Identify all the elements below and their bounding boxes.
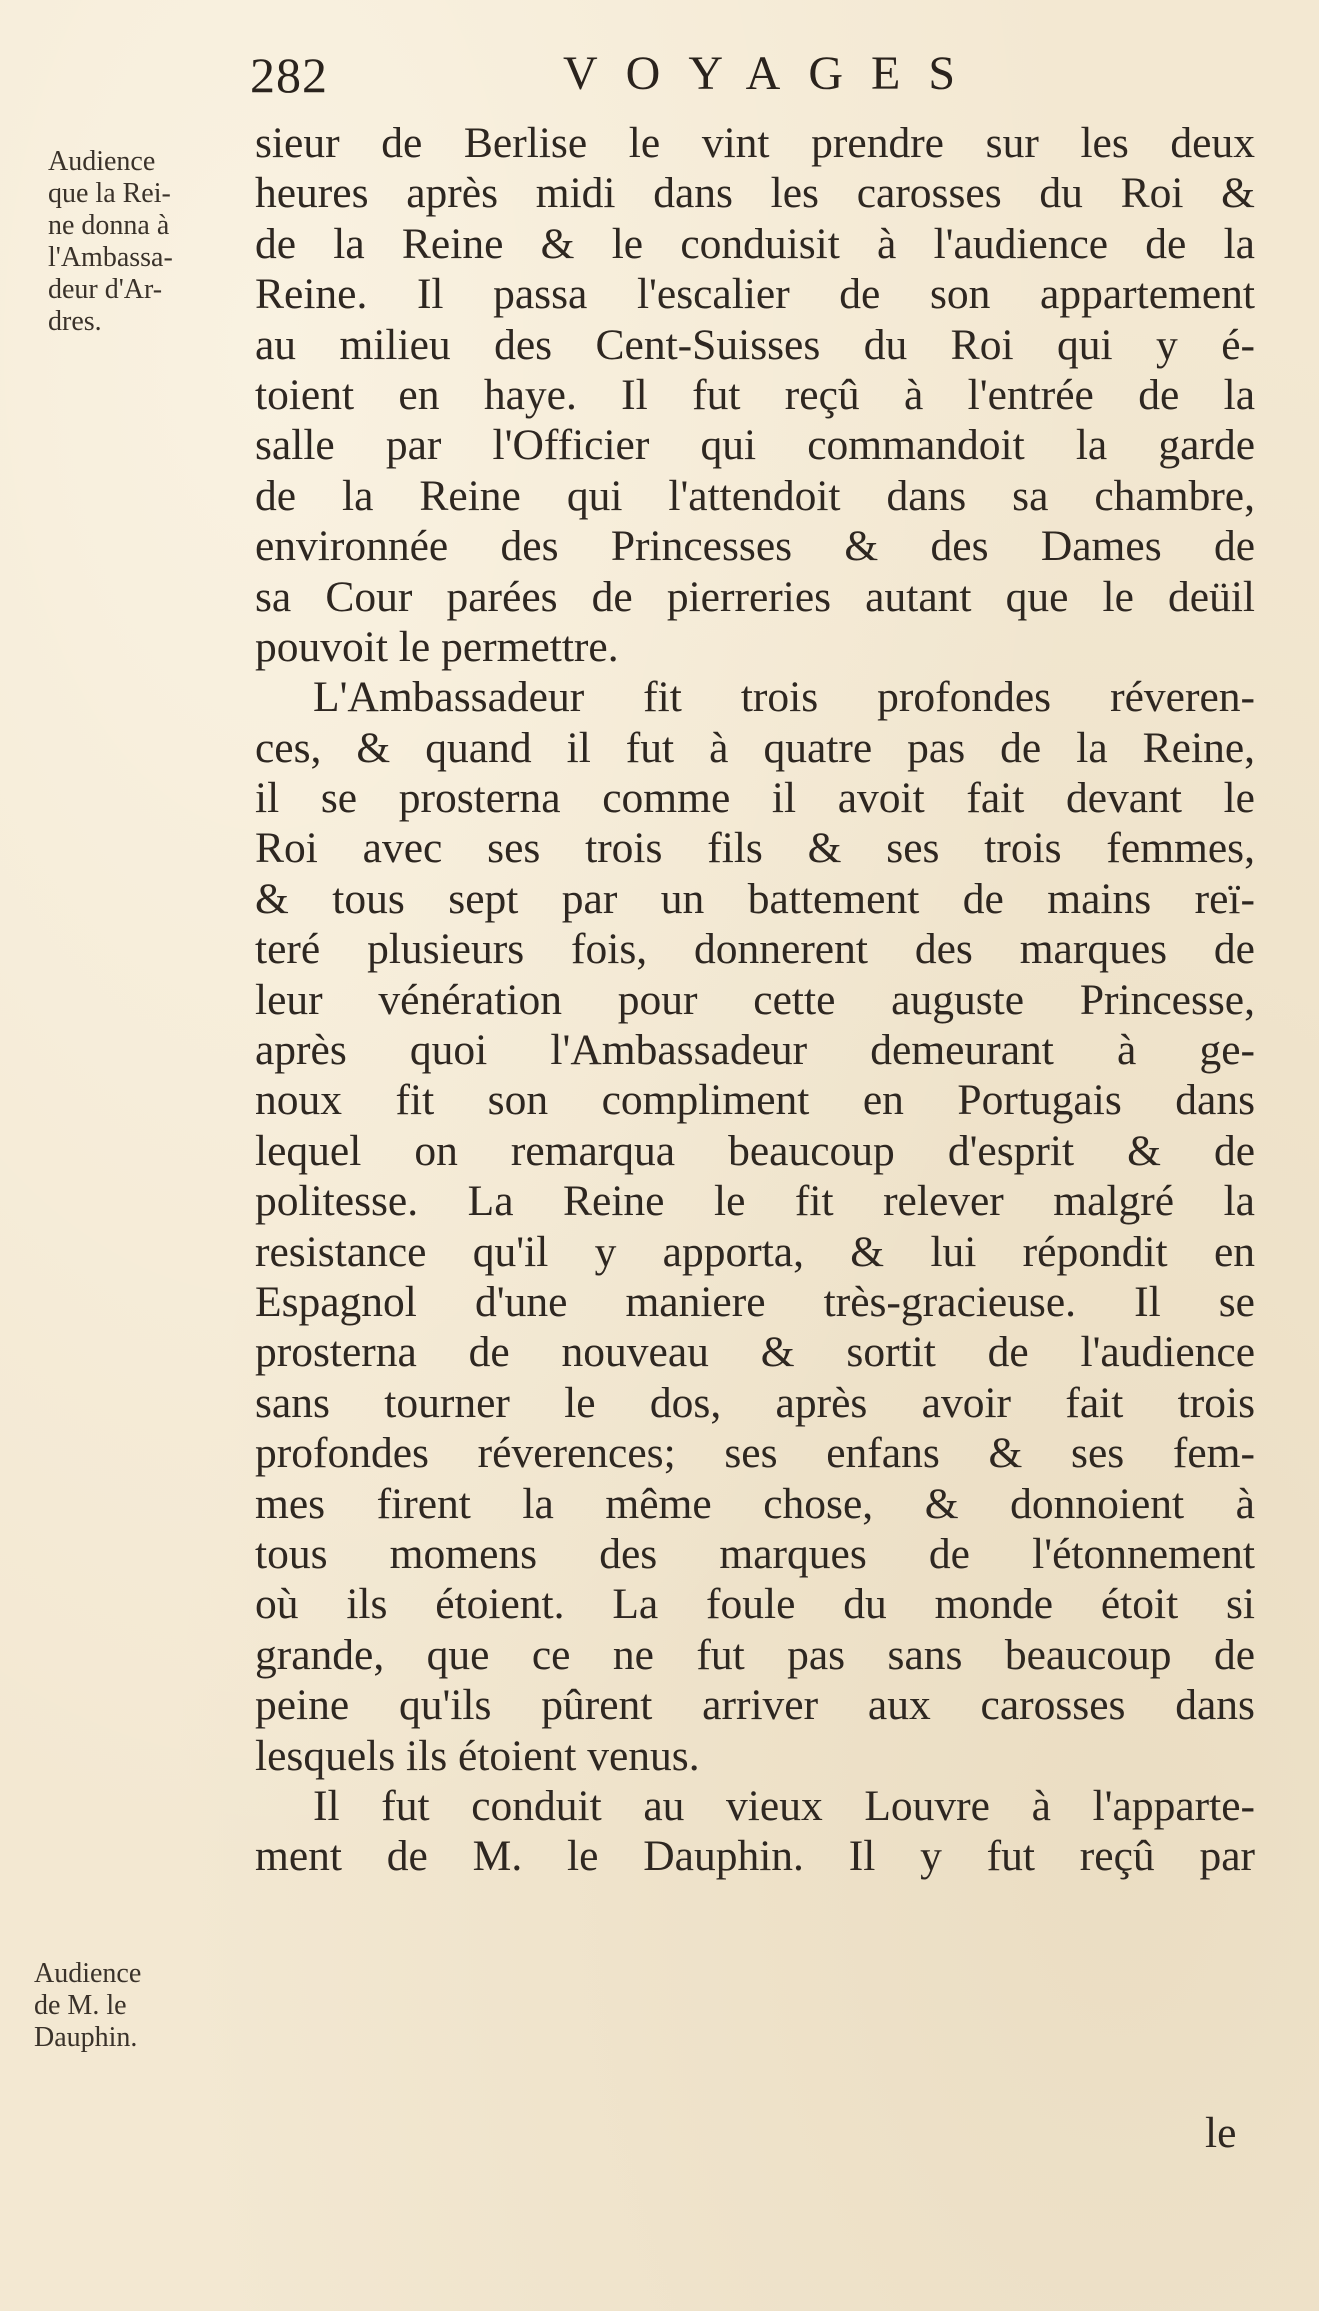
page-header <box>245 38 1005 108</box>
paragraph-2 <box>255 672 1255 1781</box>
page-number: 282 <box>250 47 328 103</box>
margin-note-line: Audience <box>34 1958 142 1989</box>
margin-note-line: que la Rei- <box>48 178 171 209</box>
margin-note-line: Dauphin. <box>34 2022 138 2053</box>
text-line: sieur de Berlise le vint prendre sur les deux <box>255 119 1255 167</box>
text-line: salle par l'Officier qui commandoit la garde <box>255 421 1255 470</box>
text-line: où ils étoient. La foule du monde étoit si <box>255 1580 1255 1629</box>
text-line: au milieu des Cent-Suisses du Roi qui y é- <box>255 320 1255 369</box>
text-line: mes firent la même chose, & donnoient à <box>255 1479 1255 1528</box>
text-line: sans tourner le dos, après avoir fait trois <box>255 1378 1255 1427</box>
catchword: le <box>1205 2109 1237 2157</box>
text-line: toient en haye. Il fut reçû à l'entrée de la <box>255 370 1255 419</box>
text-line: Roi avec ses trois fils & ses trois femmes, <box>255 824 1255 873</box>
text-line: lequel on remarqua beaucoup d'esprit & de <box>255 1126 1255 1175</box>
margin-note-line: Audience <box>48 146 156 177</box>
margin-note-line: deur d'Ar- <box>48 274 163 305</box>
text-line: Il fut conduit au vieux Louvre à l'apparte- <box>313 1781 1255 1830</box>
text-line: leur vénération pour cette auguste Princesse, <box>255 975 1255 1024</box>
margin-note-line: de M. le <box>34 1990 127 2021</box>
text-line: pouvoit le permettre. <box>255 622 619 671</box>
margin-note-audience-reine <box>48 146 248 338</box>
margin-note-line: l'Ambassa- <box>48 242 173 273</box>
margin-note-line: dres. <box>48 306 102 337</box>
text-line: ces, & quand il fut à quatre pas de la Reine, <box>255 723 1255 772</box>
text-line: profondes réverences; ses enfans & ses fem- <box>255 1429 1255 1478</box>
text-line: & tous sept par un battement de mains reï- <box>255 874 1255 923</box>
text-line: resistance qu'il y apporta, & lui répondit en <box>255 1227 1255 1276</box>
text-line: après quoi l'Ambassadeur demeurant à ge- <box>255 1026 1255 1075</box>
margin-note-audience-dauphin <box>34 1958 244 2054</box>
text-line: ment de M. le Dauphin. Il y fut reçû par <box>255 1832 1255 1881</box>
text-line: politesse. La Reine le fit relever malgré la <box>255 1177 1255 1226</box>
text-line: de la Reine qui l'attendoit dans sa chambre, <box>255 471 1255 520</box>
text-line: grande, que ce ne fut pas sans beaucoup de <box>255 1630 1255 1679</box>
paragraph-1 <box>255 118 1255 672</box>
margin-note-line: ne donna à <box>48 210 170 241</box>
text-line: sa Cour parées de pierreries autant que le deüil <box>255 572 1255 621</box>
text-line: L'Ambassadeur fit trois profondes réveren- <box>313 673 1255 722</box>
text-line: de la Reine & le conduisit à l'audience de la <box>255 219 1255 268</box>
paragraph-3 <box>255 1781 1255 1882</box>
text-line: peine qu'ils pûrent arriver aux carosses dans <box>255 1681 1255 1730</box>
text-line: heures après midi dans les carosses du Roi & <box>255 169 1255 218</box>
text-line: environnée des Princesses & des Dames de <box>255 522 1255 571</box>
body-text <box>255 118 1255 1882</box>
text-line: prosterna de nouveau & sortit de l'audience <box>255 1328 1255 1377</box>
text-line: teré plusieurs fois, donnerent des marques de <box>255 925 1255 974</box>
text-line: il se prosterna comme il avoit fait devant le <box>255 774 1255 823</box>
text-line: noux fit son compliment en Portugais dans <box>255 1076 1255 1125</box>
text-line: tous momens des marques de l'étonnement <box>255 1529 1255 1578</box>
text-line: Espagnol d'une maniere très-gracieuse. Il se <box>255 1277 1255 1326</box>
text-line: Reine. Il passa l'escalier de son appartement <box>255 270 1255 319</box>
text-line: lesquels ils étoient venus. <box>255 1731 700 1780</box>
running-title: VOYAGES <box>563 47 984 100</box>
